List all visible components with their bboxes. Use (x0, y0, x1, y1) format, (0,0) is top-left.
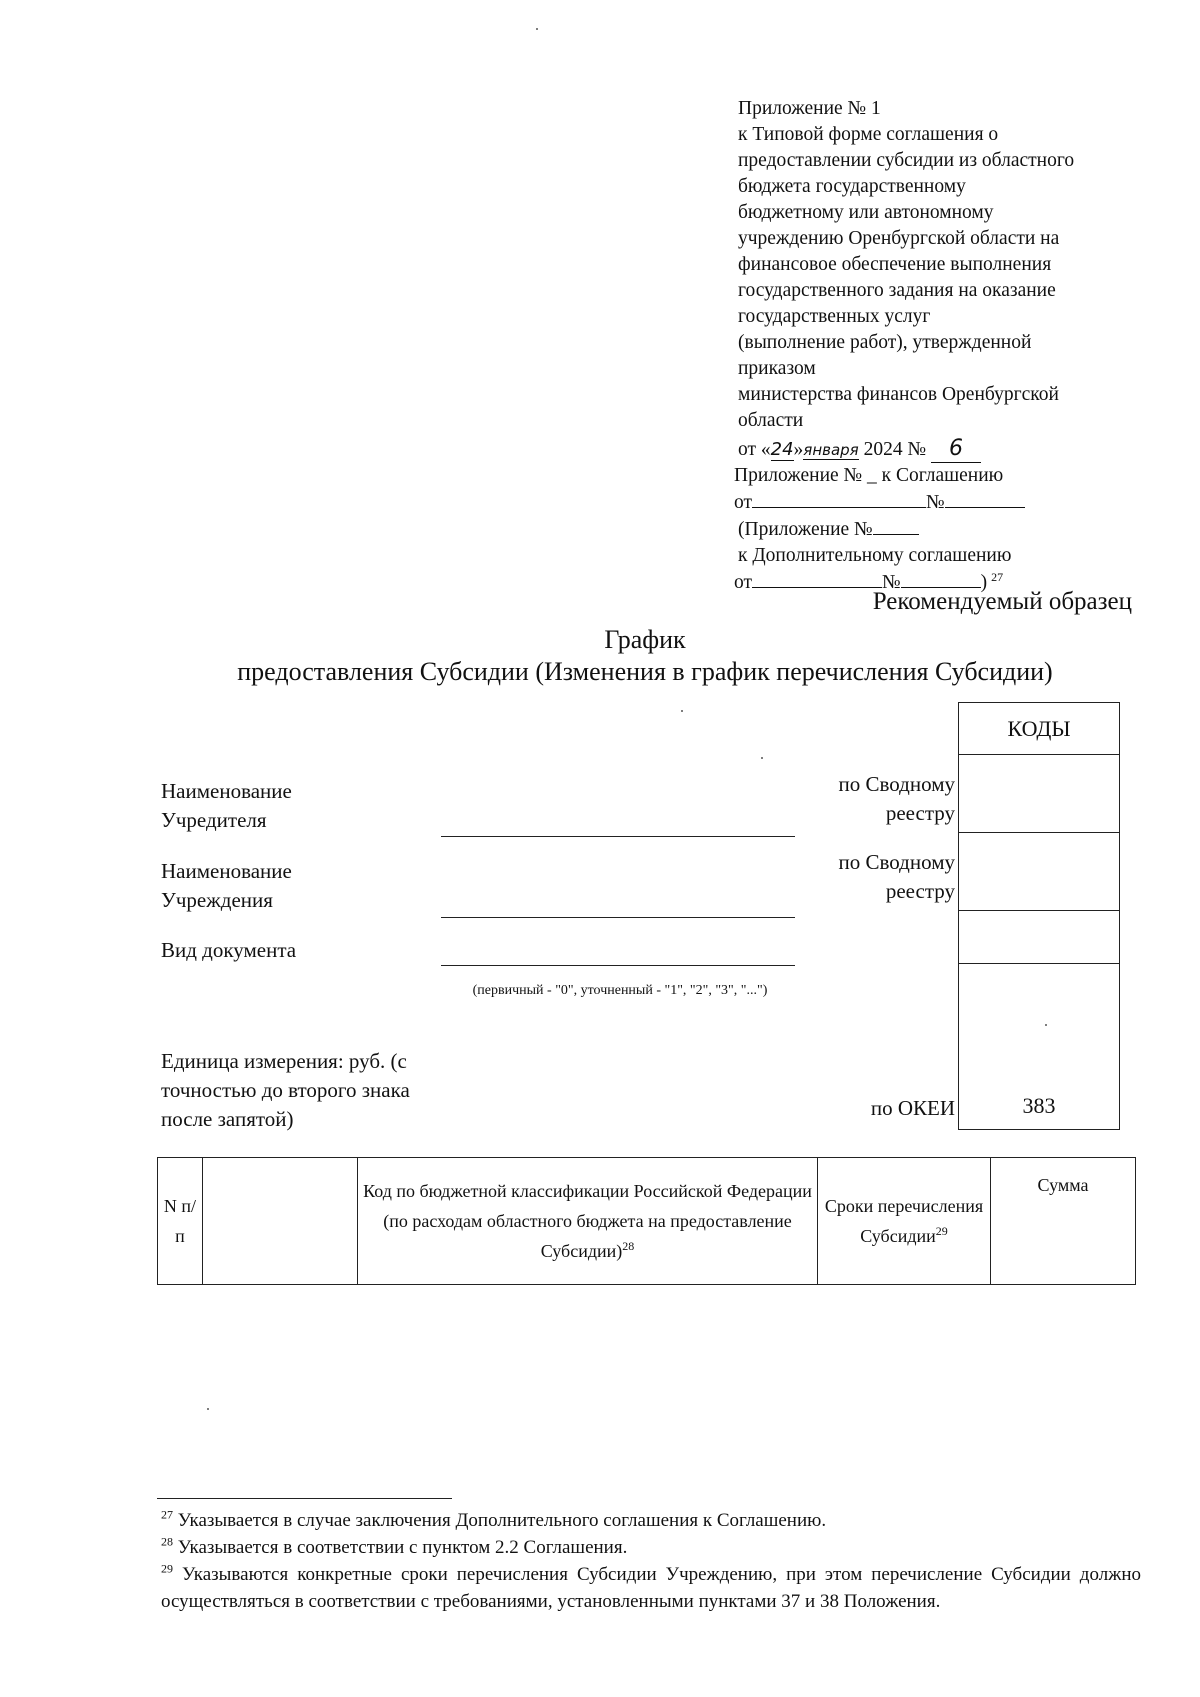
doc-type-code-cell[interactable] (959, 911, 1120, 964)
registry-label-1: по Сводному реестру (838, 772, 955, 825)
agreement-date-line: от № (734, 489, 1158, 516)
addl-appendix-line: (Приложение № (738, 516, 1158, 543)
page-subtitle: предоставления Субсидии (Изменения в график перечисления Субсидии) (237, 657, 1053, 686)
appendix-line: (выполнение работ), утвержденной (738, 332, 1032, 353)
appendix-header (734, 96, 1158, 596)
doc-type-hint: (первичный - "0", уточненный - "1", "2", "3", "...") (472, 983, 768, 998)
appendix-line: приказом (738, 358, 816, 379)
handwritten-month: января (803, 441, 859, 459)
scan-speck (1045, 1024, 1047, 1026)
scan-speck (681, 710, 683, 712)
institution-name-label: Наименование Учреждения (161, 859, 292, 912)
registry-code-cell-2[interactable] (959, 833, 1120, 911)
doc-type-label: Вид документа (161, 938, 297, 962)
schedule-table (157, 1157, 1136, 1285)
footnote-27: $^{27}$ Указывается в случае заключения Дополнительного соглашения к Соглашению. (161, 1507, 827, 1531)
footnote-29: $^{29}$ Указываются конкретные сроки перечисления Субсидии Учреждению, при этом перечисление Субсидии должно осуществляться в соответствии с требованиями, установленными пунктами 37 и 38 Положения. (161, 1561, 1142, 1612)
appendix-line: министерства финансов Оренбургской (738, 384, 1059, 405)
col-header-terms: Сроки перечисления Субсидии$^{29}$ (818, 1158, 991, 1285)
scan-speck (536, 28, 538, 30)
footnote-28: $^{28}$ Указывается в соответствии с пунктом 2.2 Соглашения. (161, 1534, 628, 1558)
scan-speck (207, 1408, 209, 1410)
founder-name-label: Наименование Учредителя (161, 779, 292, 832)
addl-agreement-line: к Дополнительному соглашению (738, 545, 1012, 566)
recommended-sample-label: Рекомендуемый образец (872, 588, 1132, 615)
agreement-appendix-line: Приложение № _ к Соглашению (734, 465, 1004, 486)
order-date-line: от «24»января 2024 № 6 (738, 436, 1158, 463)
footnote-divider (157, 1498, 452, 1499)
appendix-line: бюджета государственному (738, 176, 966, 197)
appendix-line: бюджетному или автономному (738, 202, 994, 223)
founder-name-field[interactable] (441, 836, 795, 837)
doc-type-field[interactable] (441, 965, 795, 966)
footnotes (161, 1507, 1141, 1615)
scan-speck (761, 757, 763, 759)
appendix-line: предоставлении субсидии из областного (738, 150, 1075, 171)
okei-label: по ОКЕИ (870, 1096, 955, 1120)
col-header-number: N п/п (158, 1158, 203, 1285)
registry-label-2: по Сводному реестру (838, 850, 955, 903)
appendix-line: государственных услуг (738, 306, 931, 327)
appendix-line: к Типовой форме соглашения о (738, 124, 999, 145)
col-header-kbk: Код по бюджетной классификации Российской Федерации (по расходам областного бюджета на предоставление Субсидии)$^{28}$ (358, 1158, 818, 1285)
addl-date-line: от № ) $^{27}$ (734, 569, 1004, 593)
appendix-line: финансовое обеспечение выполнения (738, 254, 1052, 275)
appendix-line: Приложение № 1 (738, 98, 881, 119)
handwritten-day: 24 (770, 439, 794, 460)
registry-code-cell-1[interactable] (959, 755, 1120, 833)
codes-table (958, 702, 1120, 1130)
unit-label: Единица измерения: руб. (с точностью до второго знака после запятой) (161, 1049, 410, 1131)
page-title: График (604, 625, 686, 654)
appendix-line: государственного задания на оказание (738, 280, 1056, 301)
col-header-blank (203, 1158, 358, 1285)
okei-code-cell: 383 (959, 964, 1120, 1130)
appendix-line: учреждению Оренбургской области на (738, 228, 1060, 249)
appendix-line: области (738, 410, 804, 431)
institution-name-field[interactable] (441, 917, 795, 918)
handwritten-number: 6 (931, 436, 981, 463)
col-header-sum: Сумма (991, 1158, 1136, 1285)
codes-header: КОДЫ (959, 703, 1120, 755)
